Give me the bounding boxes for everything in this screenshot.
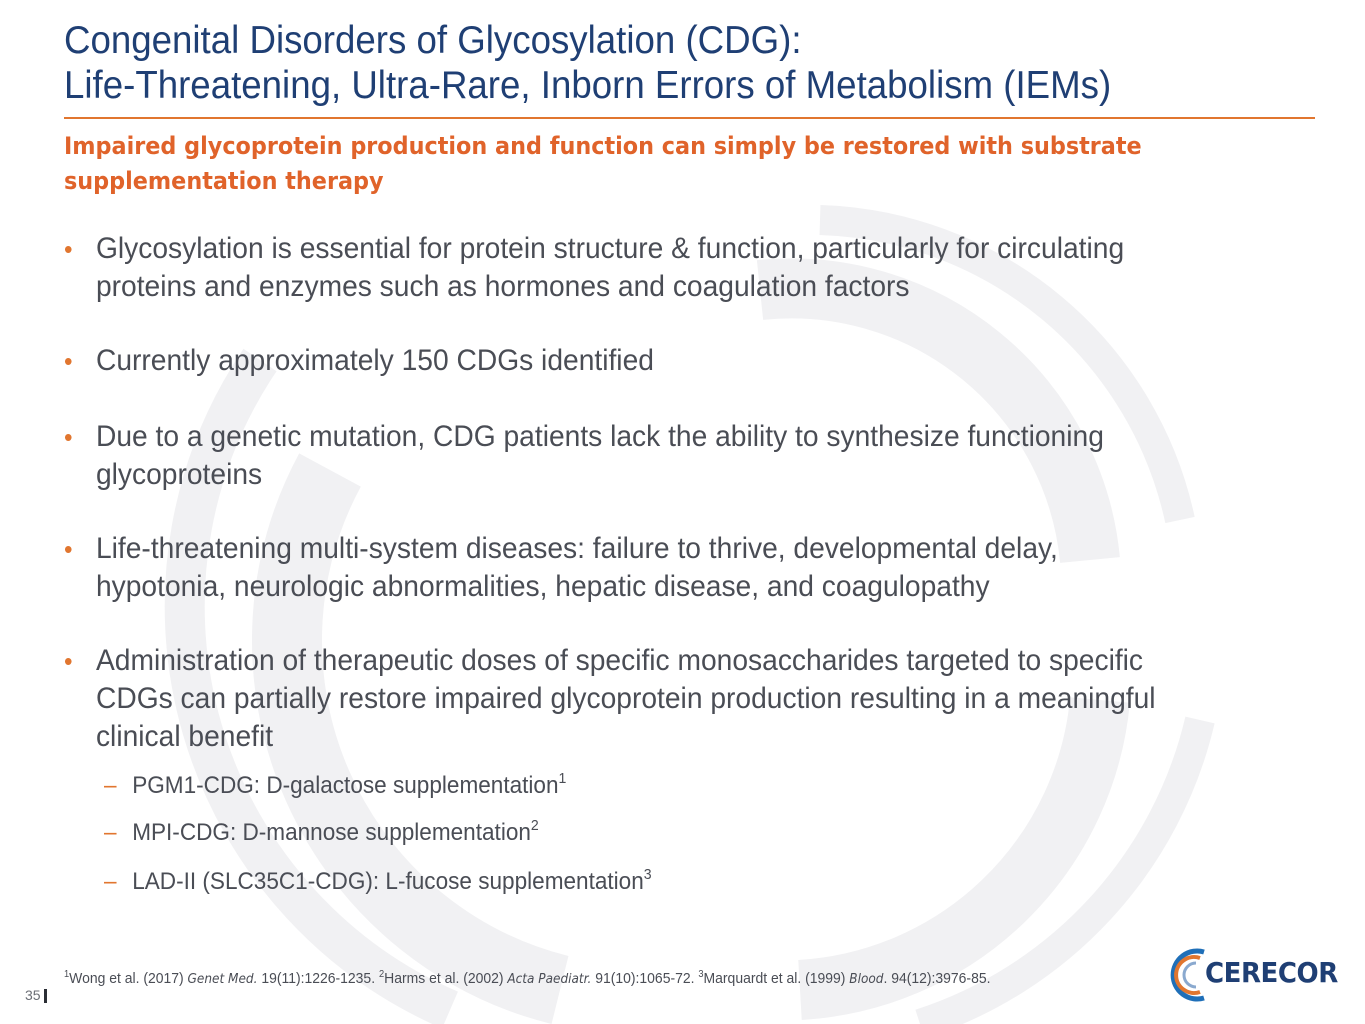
title-divider (64, 117, 1315, 119)
sub-bullet-marker: – (104, 772, 117, 799)
page-number-divider (44, 989, 47, 1003)
bullet-item (64, 342, 654, 380)
page-number: 35 (25, 987, 41, 1003)
sub-bullet-text: LAD-II (SLC35C1-CDG): L-fucose supplementation (132, 868, 644, 895)
bullet-line: glycoproteins (95, 458, 263, 491)
logo-wordmark: CERECOR (1205, 956, 1338, 989)
slide-title (64, 18, 1111, 108)
ref-citation: 19(11):1226-1235. (257, 970, 379, 987)
ref-citation: . 94(12):3976-85. (883, 970, 991, 987)
bullet-marker: • (64, 422, 73, 452)
sub-bullet-marker: – (104, 819, 117, 846)
ref-journal: Genet Med. (187, 972, 258, 987)
slide-subtitle (64, 129, 1217, 199)
references-footnote (64, 969, 990, 990)
footnote-ref: 3 (643, 866, 652, 883)
footnote-ref: 1 (558, 770, 567, 787)
sub-bullet-text: PGM1-CDG: D-galactose supplementation (132, 772, 559, 799)
bullet-line: Life-threatening multi-system diseases: failure to thrive, developmental delay, (95, 532, 1058, 565)
ref-authors: Marquardt et al. (1999) (703, 970, 850, 987)
ref-authors: Wong et al. (2017) (69, 970, 188, 987)
bullet-item (64, 642, 1156, 756)
bullet-item (64, 230, 1124, 306)
sub-bullet-marker: – (104, 868, 117, 895)
ref-number: 1 (64, 969, 70, 980)
ref-authors: Harms et al. (2002) (384, 970, 508, 987)
sub-bullet-item (104, 771, 566, 801)
bullet-marker: • (64, 346, 73, 376)
bullet-marker: • (64, 534, 73, 564)
ref-journal: Acta Paediatr. (507, 972, 592, 987)
slide-title-line-1: Congenital Disorders of Glycosylation (CDG): (64, 19, 802, 62)
bullet-line: Administration of therapeutic doses of specific monosaccharides targeted to specific (95, 644, 1144, 677)
ref-number: 3 (698, 969, 704, 980)
ref-citation: 91(10):1065-72. (591, 970, 699, 987)
bullet-item (64, 530, 1058, 606)
subtitle-line-2: supplementation therapy (64, 167, 384, 195)
bullet-marker: • (64, 646, 73, 676)
sub-bullet-text: MPI-CDG: D-mannose supplementation (132, 819, 531, 846)
bullet-line: clinical benefit (95, 720, 274, 753)
ref-journal: Blood (849, 972, 884, 987)
bullet-line: Due to a genetic mutation, CDG patients lack the ability to synthesize functioning (95, 420, 1104, 453)
bullet-line: proteins and enzymes such as hormones and coagulation factors (95, 270, 910, 303)
bullet-line: hypotonia, neurologic abnormalities, hepatic disease, and coagulopathy (95, 570, 990, 603)
sub-bullet-item (104, 818, 539, 848)
bullet-line: Currently approximately 150 CDGs identified (95, 344, 654, 377)
slide-title-line-2: Life-Threatening, Ultra-Rare, Inborn Errors of Metabolism (IEMs) (64, 64, 1112, 107)
subtitle-line-1: Impaired glycoprotein production and function can simply be restored with substrate (64, 132, 1142, 160)
ref-number: 2 (378, 969, 385, 980)
bullet-item (64, 418, 1104, 494)
bullet-marker: • (64, 234, 73, 264)
sub-bullet-item (104, 867, 652, 897)
bullet-line: Glycosylation is essential for protein structure & function, particularly for circulating (95, 232, 1125, 265)
footnote-ref: 2 (530, 817, 539, 834)
bullet-line: CDGs can partially restore impaired glycoprotein production resulting in a meaningful (95, 682, 1156, 715)
